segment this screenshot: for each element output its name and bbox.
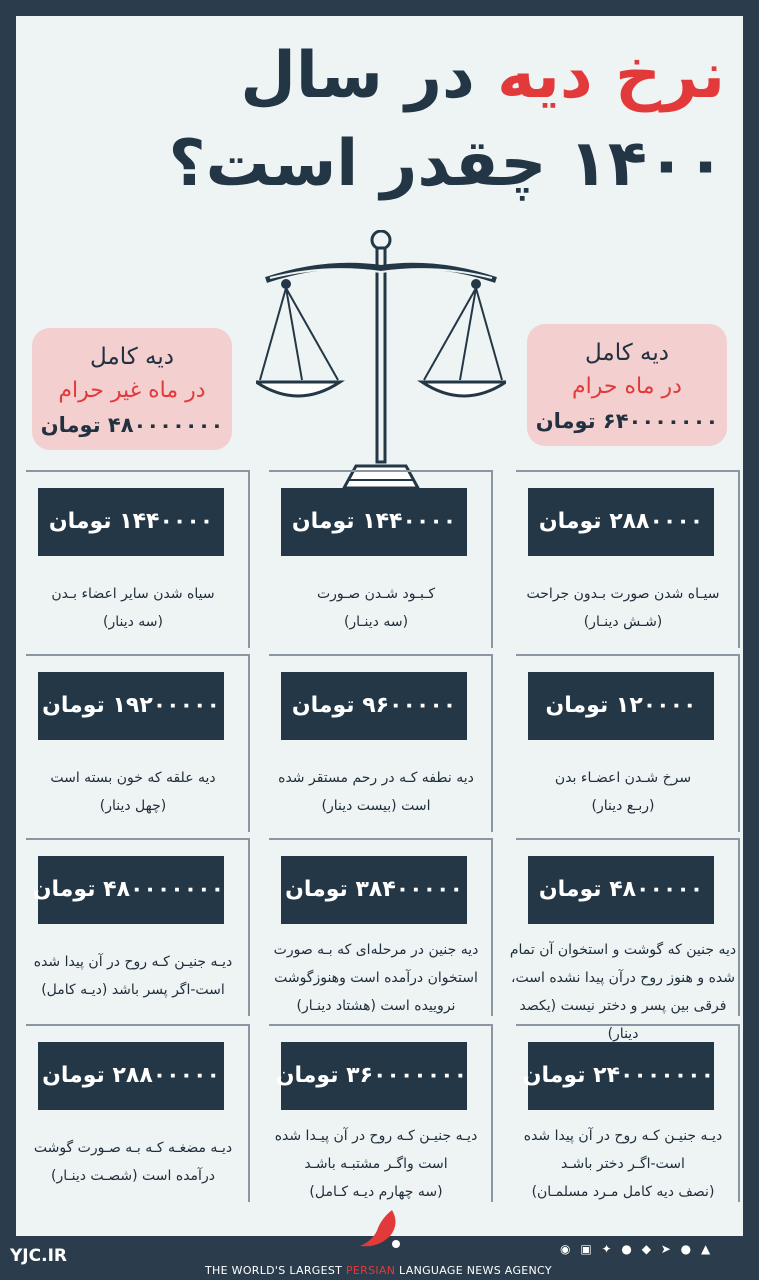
price-description [508, 936, 738, 1048]
grid-connector [269, 838, 491, 840]
grid-divider [248, 838, 250, 1016]
full-diyeh-non-haram-month [32, 328, 232, 450]
description-line: سیاه شدن سایر اعضاء بـدن [51, 586, 215, 602]
price-box: ۱۴۴۰۰۰۰ تومان [38, 488, 224, 556]
grid-connector [269, 470, 491, 472]
justice-scale-icon [256, 230, 506, 492]
price-box: ۲۸۸۰۰۰۰ تومان [528, 488, 714, 556]
aparat-icon[interactable]: ● [621, 1242, 632, 1256]
price-description [508, 1122, 738, 1206]
price-box: ۱۹۲۰۰۰۰۰ تومان [38, 672, 224, 740]
description-line: (شـش دینـار) [583, 614, 663, 630]
grid-connector [516, 838, 738, 840]
description-line: سیـاه شدن صورت بـدون جراحت [526, 586, 720, 602]
title-line-1 [35, 34, 725, 118]
description-line: (چهل دینار) [99, 798, 167, 814]
grid-connector [26, 470, 248, 472]
telegram-icon[interactable]: ➤ [660, 1242, 671, 1256]
description-line: فرقی بین پسر و دختر نیست (یکصد دینار) [519, 998, 727, 1042]
grid-divider [491, 470, 493, 648]
title-rest: در سال [240, 39, 475, 113]
description-line: است (بیست دینار) [321, 798, 431, 814]
description-line: (نصف دیه کامل مـرد مسلمـان) [531, 1184, 715, 1200]
description-line: سرخ شـدن اعضـاء بدن [554, 770, 692, 786]
description-line: استخوان درآمده است وهنوزگوشت [274, 970, 478, 986]
agency-text-persian: PERSIAN [345, 1264, 396, 1277]
title-highlight: نرخ دیه [497, 39, 725, 113]
description-line: است-اگـر دختر باشـد [561, 1156, 685, 1172]
price-description [18, 764, 248, 820]
price-description [508, 580, 738, 636]
social-icons [560, 1242, 716, 1256]
pill-right-month: در ماه حرام [572, 374, 682, 399]
poster-title [35, 34, 725, 210]
price-box: ۴۸۰۰۰۰۰۰۰ تومان [38, 856, 224, 924]
grid-divider [491, 838, 493, 1016]
price-description [18, 580, 248, 636]
price-box: ۱۴۴۰۰۰۰ تومان [281, 488, 467, 556]
description-line: است-اگر پسر باشد (دیـه کامل) [41, 982, 225, 998]
pill-left-price: ۴۸۰۰۰۰۰۰۰ تومان [40, 413, 224, 437]
grid-connector [269, 654, 491, 656]
twitter-icon[interactable]: ✦ [601, 1242, 612, 1256]
description-line: شده و هنوز روح درآن پیدا نشده است، [511, 970, 735, 986]
yjc-logo-icon [352, 1206, 408, 1256]
price-description [18, 948, 248, 1004]
grid-divider [248, 470, 250, 648]
full-diyeh-haram-month [527, 324, 727, 446]
grid-connector [516, 654, 738, 656]
grid-divider [738, 838, 740, 1016]
price-description [261, 764, 491, 820]
pill-left-label: دیه کامل [90, 344, 174, 370]
description-line: کـبـود شـدن صـورت [316, 586, 436, 602]
grid-connector [516, 1024, 738, 1026]
grid-connector [26, 654, 248, 656]
pill-left-month: در ماه غیر حرام [58, 378, 206, 403]
price-box: ۳۶۰۰۰۰۰۰۰ تومان [281, 1042, 467, 1110]
title-line-2: ۱۴۰۰ چقدر است؟ [168, 127, 725, 201]
price-box: ۳۸۴۰۰۰۰۰ تومان [281, 856, 467, 924]
price-box: ۲۸۸۰۰۰۰۰ تومان [38, 1042, 224, 1110]
grid-divider [738, 1024, 740, 1202]
pill-right-label: دیه کامل [585, 340, 669, 366]
description-line: (سه چهارم دیـه کـامل) [309, 1184, 443, 1200]
description-line: دیـه جنیـن کـه روح در آن پیدا شده [523, 1128, 723, 1144]
facebook-icon[interactable]: ◆ [641, 1242, 651, 1256]
grid-divider [491, 654, 493, 832]
grid-divider [491, 1024, 493, 1202]
grid-connector [26, 838, 248, 840]
description-line: دیه علقه که خون بسته است [50, 770, 216, 786]
agency-tagline [205, 1264, 552, 1277]
grid-divider [738, 470, 740, 648]
description-line: است واگـر مشتبـه باشـد [304, 1156, 448, 1172]
instagram-icon[interactable]: ▣ [580, 1242, 592, 1256]
grid-connector [269, 1024, 491, 1026]
description-line: دیه جنین در مرحله‌ای که بـه صورت [273, 942, 479, 958]
price-box: ۴۸۰۰۰۰۰ تومان [528, 856, 714, 924]
description-line: (سه دینـار) [343, 614, 409, 630]
description-line: درآمده است (شصـت دینـار) [51, 1168, 215, 1184]
description-line: نروییده است (هشتاد دینـار) [296, 998, 456, 1014]
rss-icon[interactable]: ◉ [560, 1242, 571, 1256]
agency-text-a: THE WORLD'S LARGEST [205, 1264, 346, 1277]
price-description [261, 580, 491, 636]
grid-divider [248, 654, 250, 832]
agency-text-c: LANGUAGE NEWS AGENCY [395, 1264, 552, 1277]
description-line: دیـه جنیـن کـه روح در آن پیـدا شده [274, 1128, 478, 1144]
price-box: ۹۶۰۰۰۰۰ تومان [281, 672, 467, 740]
site-name[interactable]: YJC.IR [10, 1246, 67, 1266]
price-description [508, 764, 738, 820]
description-line: دیـه جنیـن کـه روح در آن پیدا شده [33, 954, 233, 970]
pill-right-price: ۶۴۰۰۰۰۰۰۰ تومان [535, 409, 719, 433]
price-description [261, 1122, 491, 1206]
description-line: دیه نطفه کـه در رحم مستقر شده [278, 770, 474, 786]
description-line: (سه دینار) [103, 614, 163, 630]
description-line: دیـه مضغـه کـه بـه صـورت گوشت [33, 1140, 233, 1156]
description-line: (ربـع دینار) [591, 798, 655, 814]
grid-connector [26, 1024, 248, 1026]
grid-divider [248, 1024, 250, 1202]
android-icon[interactable]: ▲ [700, 1242, 711, 1256]
grid-connector [516, 470, 738, 472]
apple-icon[interactable]: ● [680, 1242, 692, 1256]
price-box: ۲۴۰۰۰۰۰۰۰ تومان [528, 1042, 714, 1110]
price-box: ۱۲۰۰۰۰ تومان [528, 672, 714, 740]
infographic-poster [16, 16, 743, 1236]
price-description [261, 936, 491, 1020]
price-description [18, 1134, 248, 1190]
grid-divider [738, 654, 740, 832]
description-line: دیه جنین که گوشت و استخوان آن تمام [509, 942, 737, 958]
